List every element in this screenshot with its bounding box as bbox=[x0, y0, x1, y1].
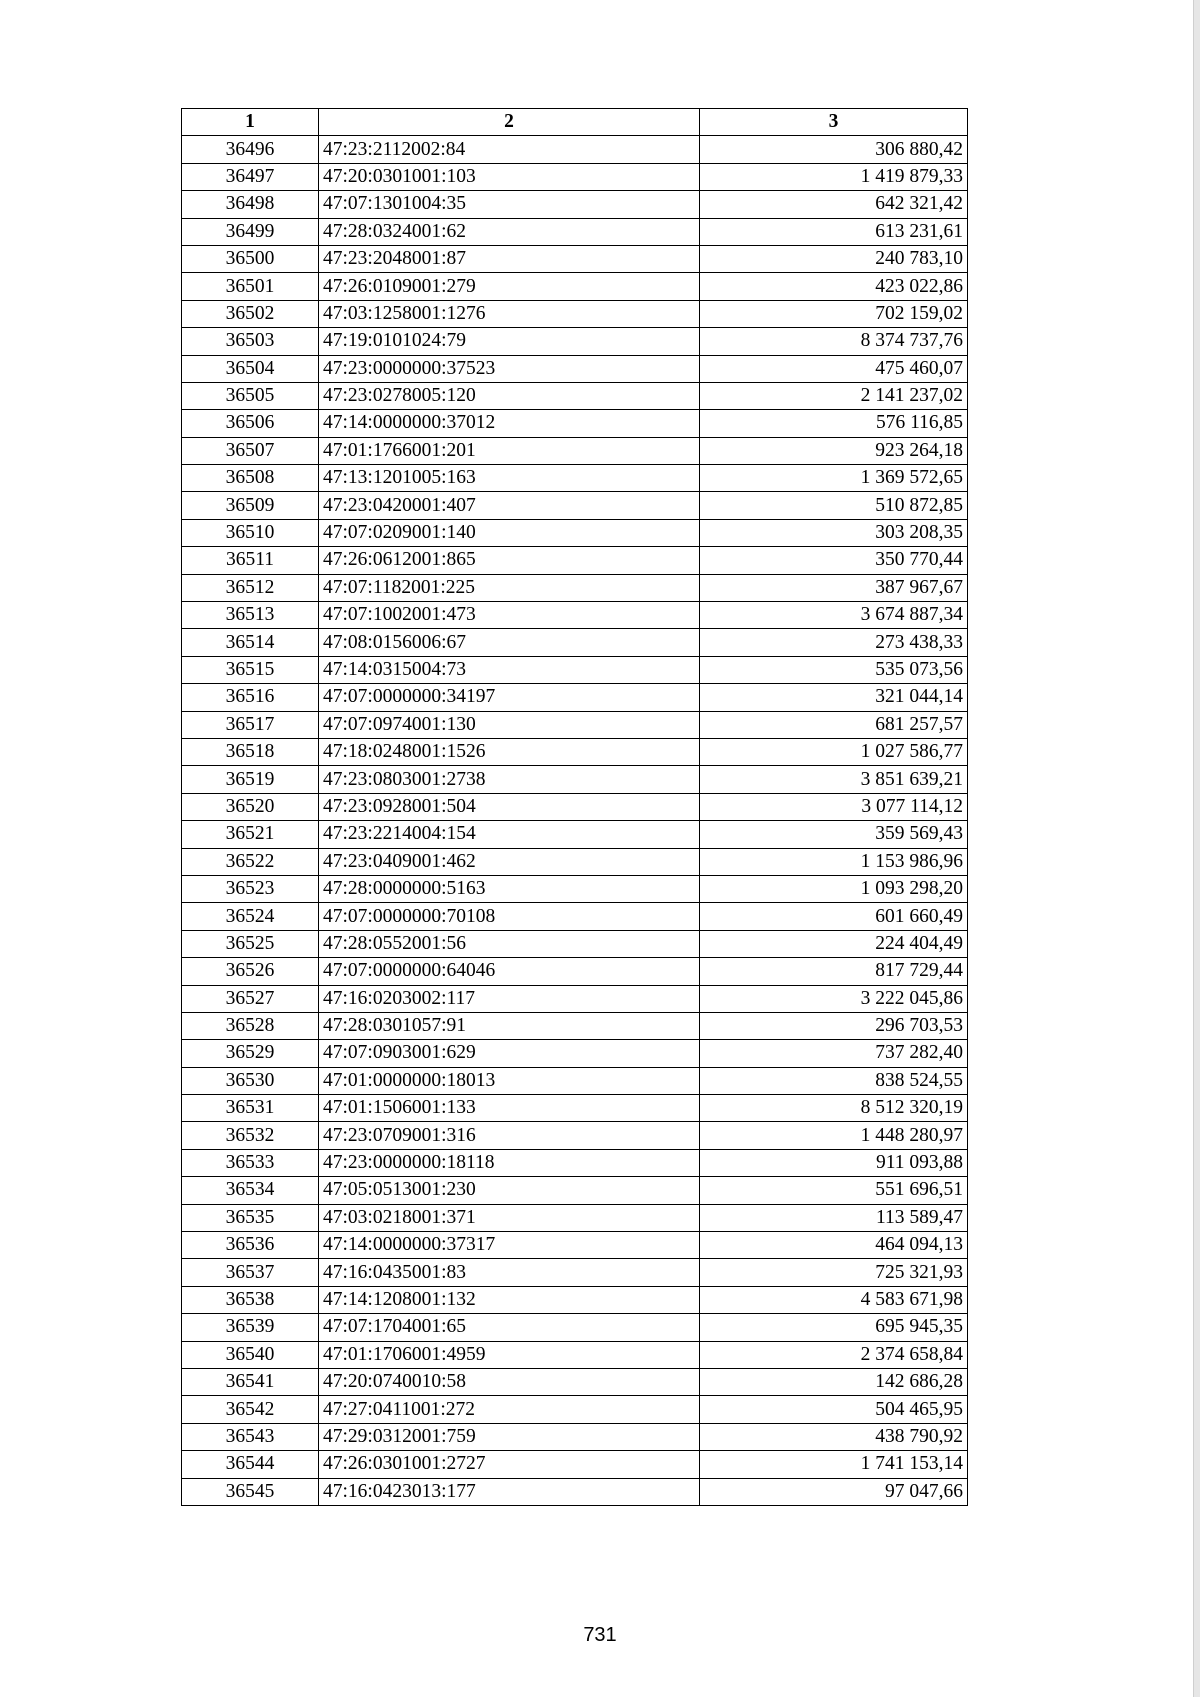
value-cell: 681 257,57 bbox=[700, 711, 968, 738]
table-row bbox=[182, 1149, 968, 1176]
value-cell: 1 741 153,14 bbox=[700, 1451, 968, 1478]
cadastral-number-cell: 47:16:0203002:117 bbox=[319, 985, 700, 1012]
value-cell: 3 077 114,12 bbox=[700, 793, 968, 820]
row-number-cell: 36533 bbox=[182, 1149, 319, 1176]
table-row bbox=[182, 848, 968, 875]
value-cell: 273 438,33 bbox=[700, 629, 968, 656]
row-number-cell: 36536 bbox=[182, 1232, 319, 1259]
row-number-cell: 36496 bbox=[182, 136, 319, 163]
table-row bbox=[182, 629, 968, 656]
table-row bbox=[182, 1478, 968, 1505]
value-cell: 1 419 879,33 bbox=[700, 163, 968, 190]
cadastral-number-cell: 47:23:0000000:18118 bbox=[319, 1149, 700, 1176]
table-header bbox=[182, 109, 968, 136]
row-number-cell: 36505 bbox=[182, 382, 319, 409]
value-cell: 240 783,10 bbox=[700, 245, 968, 272]
value-cell: 3 222 045,86 bbox=[700, 985, 968, 1012]
value-cell: 423 022,86 bbox=[700, 273, 968, 300]
cadastral-number-cell: 47:03:0218001:371 bbox=[319, 1204, 700, 1231]
table-row bbox=[182, 656, 968, 683]
cadastral-number-cell: 47:07:0000000:64046 bbox=[319, 958, 700, 985]
table-row bbox=[182, 1396, 968, 1423]
cadastral-number-cell: 47:23:0803001:2738 bbox=[319, 766, 700, 793]
cadastral-number-cell: 47:23:2214004:154 bbox=[319, 821, 700, 848]
value-cell: 306 880,42 bbox=[700, 136, 968, 163]
table-row bbox=[182, 1314, 968, 1341]
cadastral-number-cell: 47:14:0000000:37012 bbox=[319, 410, 700, 437]
cadastral-number-cell: 47:01:1506001:133 bbox=[319, 1095, 700, 1122]
value-cell: 551 696,51 bbox=[700, 1177, 968, 1204]
table-row bbox=[182, 191, 968, 218]
table-row bbox=[182, 875, 968, 902]
value-cell: 142 686,28 bbox=[700, 1368, 968, 1395]
row-number-cell: 36514 bbox=[182, 629, 319, 656]
cadastral-number-cell: 47:03:1258001:1276 bbox=[319, 300, 700, 327]
value-cell: 321 044,14 bbox=[700, 684, 968, 711]
value-cell: 504 465,95 bbox=[700, 1396, 968, 1423]
row-number-cell: 36501 bbox=[182, 273, 319, 300]
table-row bbox=[182, 793, 968, 820]
value-cell: 1 448 280,97 bbox=[700, 1122, 968, 1149]
row-number-cell: 36511 bbox=[182, 547, 319, 574]
column-header-2: 2 bbox=[319, 109, 700, 136]
cadastral-number-cell: 47:20:0740010:58 bbox=[319, 1368, 700, 1395]
table-row bbox=[182, 1040, 968, 1067]
cadastral-number-cell: 47:14:0315004:73 bbox=[319, 656, 700, 683]
row-number-cell: 36518 bbox=[182, 738, 319, 765]
value-cell: 911 093,88 bbox=[700, 1149, 968, 1176]
row-number-cell: 36538 bbox=[182, 1286, 319, 1313]
row-number-cell: 36530 bbox=[182, 1067, 319, 1094]
value-cell: 1 153 986,96 bbox=[700, 848, 968, 875]
row-number-cell: 36510 bbox=[182, 519, 319, 546]
row-number-cell: 36545 bbox=[182, 1478, 319, 1505]
table-row bbox=[182, 1341, 968, 1368]
row-number-cell: 36506 bbox=[182, 410, 319, 437]
row-number-cell: 36502 bbox=[182, 300, 319, 327]
row-number-cell: 36535 bbox=[182, 1204, 319, 1231]
row-number-cell: 36521 bbox=[182, 821, 319, 848]
cadastral-number-cell: 47:28:0552001:56 bbox=[319, 930, 700, 957]
row-number-cell: 36520 bbox=[182, 793, 319, 820]
table-row bbox=[182, 300, 968, 327]
cadastral-number-cell: 47:13:1201005:163 bbox=[319, 465, 700, 492]
table-row bbox=[182, 355, 968, 382]
cadastral-number-cell: 47:07:0903001:629 bbox=[319, 1040, 700, 1067]
cadastral-number-cell: 47:05:0513001:230 bbox=[319, 1177, 700, 1204]
value-cell: 576 116,85 bbox=[700, 410, 968, 437]
cadastral-number-cell: 47:26:0301001:2727 bbox=[319, 1451, 700, 1478]
value-cell: 3 851 639,21 bbox=[700, 766, 968, 793]
table-row bbox=[182, 1423, 968, 1450]
cadastral-number-cell: 47:07:0000000:34197 bbox=[319, 684, 700, 711]
table-row bbox=[182, 163, 968, 190]
value-cell: 3 674 887,34 bbox=[700, 602, 968, 629]
value-cell: 702 159,02 bbox=[700, 300, 968, 327]
cadastral-number-cell: 47:20:0301001:103 bbox=[319, 163, 700, 190]
row-number-cell: 36513 bbox=[182, 602, 319, 629]
cadastral-number-cell: 47:23:0278005:120 bbox=[319, 382, 700, 409]
row-number-cell: 36525 bbox=[182, 930, 319, 957]
cadastral-number-cell: 47:23:0420001:407 bbox=[319, 492, 700, 519]
cadastral-number-cell: 47:07:0000000:70108 bbox=[319, 903, 700, 930]
cadastral-number-cell: 47:23:0000000:37523 bbox=[319, 355, 700, 382]
table-row bbox=[182, 574, 968, 601]
table-row bbox=[182, 821, 968, 848]
value-cell: 438 790,92 bbox=[700, 1423, 968, 1450]
row-number-cell: 36529 bbox=[182, 1040, 319, 1067]
row-number-cell: 36500 bbox=[182, 245, 319, 272]
row-number-cell: 36527 bbox=[182, 985, 319, 1012]
cadastral-number-cell: 47:07:1301004:35 bbox=[319, 191, 700, 218]
row-number-cell: 36512 bbox=[182, 574, 319, 601]
page-number: 731 bbox=[583, 1624, 617, 1646]
table-row bbox=[182, 410, 968, 437]
table-row bbox=[182, 602, 968, 629]
value-cell: 350 770,44 bbox=[700, 547, 968, 574]
row-number-cell: 36498 bbox=[182, 191, 319, 218]
cadastral-number-cell: 47:01:0000000:18013 bbox=[319, 1067, 700, 1094]
cadastral-number-cell: 47:16:0435001:83 bbox=[319, 1259, 700, 1286]
value-cell: 613 231,61 bbox=[700, 218, 968, 245]
value-cell: 387 967,67 bbox=[700, 574, 968, 601]
value-cell: 97 047,66 bbox=[700, 1478, 968, 1505]
table-row bbox=[182, 1368, 968, 1395]
cadastral-number-cell: 47:14:1208001:132 bbox=[319, 1286, 700, 1313]
table-row bbox=[182, 273, 968, 300]
table-row bbox=[182, 1177, 968, 1204]
value-cell: 695 945,35 bbox=[700, 1314, 968, 1341]
table-row bbox=[182, 465, 968, 492]
cadastral-number-cell: 47:07:0209001:140 bbox=[319, 519, 700, 546]
row-number-cell: 36540 bbox=[182, 1341, 319, 1368]
row-number-cell: 36531 bbox=[182, 1095, 319, 1122]
row-number-cell: 36541 bbox=[182, 1368, 319, 1395]
table-row bbox=[182, 1451, 968, 1478]
cadastral-number-cell: 47:18:0248001:1526 bbox=[319, 738, 700, 765]
table-row bbox=[182, 766, 968, 793]
row-number-cell: 36532 bbox=[182, 1122, 319, 1149]
cadastral-number-cell: 47:28:0324001:62 bbox=[319, 218, 700, 245]
cadastral-number-cell: 47:07:0974001:130 bbox=[319, 711, 700, 738]
table-row bbox=[182, 382, 968, 409]
row-number-cell: 36544 bbox=[182, 1451, 319, 1478]
table-row bbox=[182, 1122, 968, 1149]
table-row bbox=[182, 1204, 968, 1231]
row-number-cell: 36543 bbox=[182, 1423, 319, 1450]
row-number-cell: 36497 bbox=[182, 163, 319, 190]
table-row bbox=[182, 958, 968, 985]
table-row bbox=[182, 985, 968, 1012]
value-cell: 601 660,49 bbox=[700, 903, 968, 930]
table-row bbox=[182, 1067, 968, 1094]
table-row bbox=[182, 492, 968, 519]
row-number-cell: 36515 bbox=[182, 656, 319, 683]
header-row bbox=[182, 109, 968, 136]
registry-table bbox=[181, 108, 968, 1506]
cadastral-number-cell: 47:23:0709001:316 bbox=[319, 1122, 700, 1149]
value-cell: 8 374 737,76 bbox=[700, 328, 968, 355]
value-cell: 4 583 671,98 bbox=[700, 1286, 968, 1313]
table-row bbox=[182, 930, 968, 957]
table-row bbox=[182, 1095, 968, 1122]
value-cell: 224 404,49 bbox=[700, 930, 968, 957]
cadastral-number-cell: 47:01:1766001:201 bbox=[319, 437, 700, 464]
table-row bbox=[182, 1012, 968, 1039]
value-cell: 359 569,43 bbox=[700, 821, 968, 848]
row-number-cell: 36526 bbox=[182, 958, 319, 985]
value-cell: 817 729,44 bbox=[700, 958, 968, 985]
cadastral-number-cell: 47:26:0109001:279 bbox=[319, 273, 700, 300]
cadastral-number-cell: 47:07:1704001:65 bbox=[319, 1314, 700, 1341]
table-row bbox=[182, 1286, 968, 1313]
row-number-cell: 36507 bbox=[182, 437, 319, 464]
value-cell: 923 264,18 bbox=[700, 437, 968, 464]
table-row bbox=[182, 328, 968, 355]
row-number-cell: 36517 bbox=[182, 711, 319, 738]
page-edge bbox=[1193, 0, 1200, 1697]
value-cell: 113 589,47 bbox=[700, 1204, 968, 1231]
value-cell: 464 094,13 bbox=[700, 1232, 968, 1259]
cadastral-number-cell: 47:14:0000000:37317 bbox=[319, 1232, 700, 1259]
table-row bbox=[182, 136, 968, 163]
value-cell: 2 141 237,02 bbox=[700, 382, 968, 409]
cadastral-number-cell: 47:29:0312001:759 bbox=[319, 1423, 700, 1450]
value-cell: 510 872,85 bbox=[700, 492, 968, 519]
row-number-cell: 36522 bbox=[182, 848, 319, 875]
row-number-cell: 36509 bbox=[182, 492, 319, 519]
value-cell: 535 073,56 bbox=[700, 656, 968, 683]
cadastral-number-cell: 47:01:1706001:4959 bbox=[319, 1341, 700, 1368]
row-number-cell: 36508 bbox=[182, 465, 319, 492]
row-number-cell: 36519 bbox=[182, 766, 319, 793]
value-cell: 725 321,93 bbox=[700, 1259, 968, 1286]
cadastral-number-cell: 47:08:0156006:67 bbox=[319, 629, 700, 656]
table-row bbox=[182, 437, 968, 464]
row-number-cell: 36539 bbox=[182, 1314, 319, 1341]
value-cell: 475 460,07 bbox=[700, 355, 968, 382]
row-number-cell: 36524 bbox=[182, 903, 319, 930]
row-number-cell: 36528 bbox=[182, 1012, 319, 1039]
row-number-cell: 36504 bbox=[182, 355, 319, 382]
cadastral-number-cell: 47:26:0612001:865 bbox=[319, 547, 700, 574]
value-cell: 296 703,53 bbox=[700, 1012, 968, 1039]
table-row bbox=[182, 218, 968, 245]
table-row bbox=[182, 245, 968, 272]
cadastral-number-cell: 47:23:2048001:87 bbox=[319, 245, 700, 272]
table-row bbox=[182, 519, 968, 546]
table-row bbox=[182, 1232, 968, 1259]
cadastral-number-cell: 47:23:0928001:504 bbox=[319, 793, 700, 820]
row-number-cell: 36499 bbox=[182, 218, 319, 245]
row-number-cell: 36542 bbox=[182, 1396, 319, 1423]
cadastral-number-cell: 47:28:0000000:5163 bbox=[319, 875, 700, 902]
value-cell: 1 369 572,65 bbox=[700, 465, 968, 492]
table-row bbox=[182, 547, 968, 574]
value-cell: 2 374 658,84 bbox=[700, 1341, 968, 1368]
row-number-cell: 36537 bbox=[182, 1259, 319, 1286]
row-number-cell: 36534 bbox=[182, 1177, 319, 1204]
value-cell: 1 027 586,77 bbox=[700, 738, 968, 765]
value-cell: 642 321,42 bbox=[700, 191, 968, 218]
table-body bbox=[182, 136, 968, 1506]
cadastral-number-cell: 47:23:0409001:462 bbox=[319, 848, 700, 875]
value-cell: 838 524,55 bbox=[700, 1067, 968, 1094]
value-cell: 8 512 320,19 bbox=[700, 1095, 968, 1122]
column-header-3: 3 bbox=[700, 109, 968, 136]
table-row bbox=[182, 684, 968, 711]
value-cell: 1 093 298,20 bbox=[700, 875, 968, 902]
cadastral-number-cell: 47:27:0411001:272 bbox=[319, 1396, 700, 1423]
row-number-cell: 36503 bbox=[182, 328, 319, 355]
row-number-cell: 36523 bbox=[182, 875, 319, 902]
cadastral-number-cell: 47:19:0101024:79 bbox=[319, 328, 700, 355]
column-header-1: 1 bbox=[182, 109, 319, 136]
value-cell: 303 208,35 bbox=[700, 519, 968, 546]
cadastral-number-cell: 47:28:0301057:91 bbox=[319, 1012, 700, 1039]
row-number-cell: 36516 bbox=[182, 684, 319, 711]
cadastral-number-cell: 47:23:2112002:84 bbox=[319, 136, 700, 163]
table-row bbox=[182, 711, 968, 738]
value-cell: 737 282,40 bbox=[700, 1040, 968, 1067]
table-row bbox=[182, 738, 968, 765]
cadastral-number-cell: 47:16:0423013:177 bbox=[319, 1478, 700, 1505]
cadastral-number-cell: 47:07:1002001:473 bbox=[319, 602, 700, 629]
cadastral-number-cell: 47:07:1182001:225 bbox=[319, 574, 700, 601]
table-row bbox=[182, 1259, 968, 1286]
table-row bbox=[182, 903, 968, 930]
